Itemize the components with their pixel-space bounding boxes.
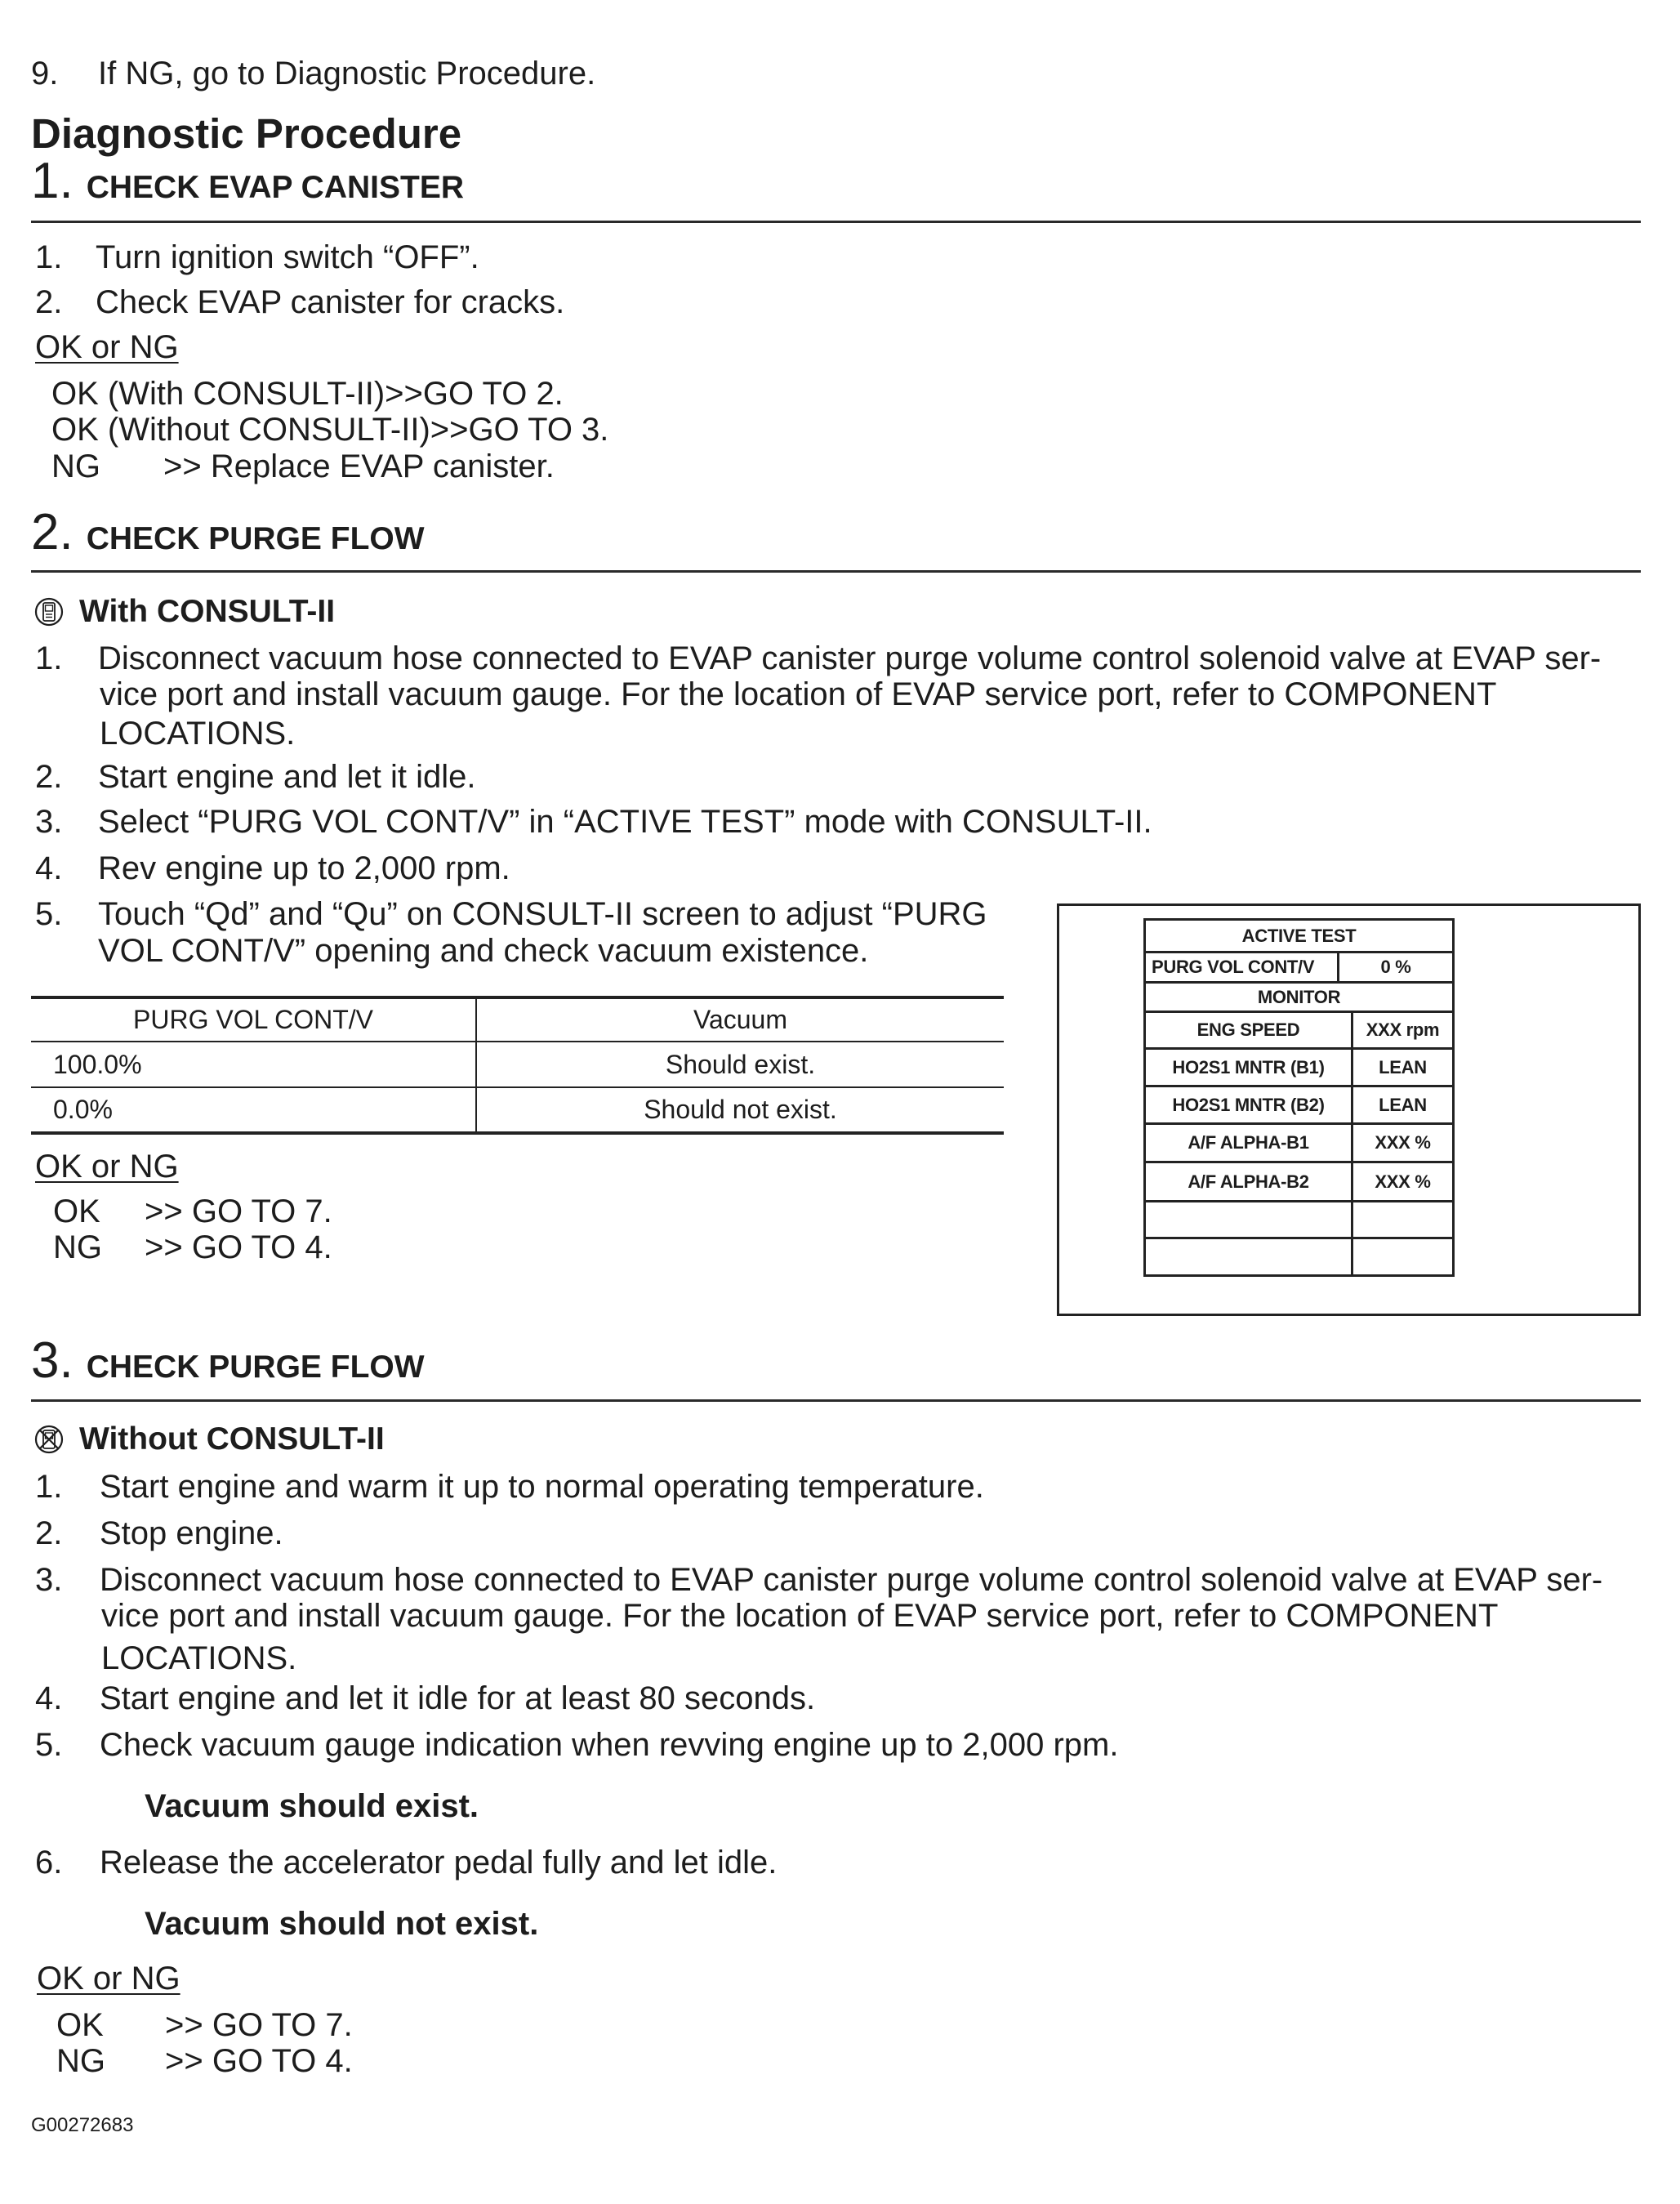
result-action: >> GO TO 7. (145, 1193, 332, 1229)
step-text: Rev engine up to 2,000 rpm. (98, 850, 510, 886)
result-line: OK (With CONSULT-II)>>GO TO 2. (51, 376, 564, 412)
step-text: Disconnect vacuum hose connected to EVAP canister purge volume control solenoid valve at EVAP ser- (100, 1562, 1603, 1598)
monitor-title: MONITOR (1145, 983, 1454, 1012)
step-number: 1. (35, 239, 63, 275)
step-text: Start engine and warm it up to normal operating temperature. (100, 1469, 984, 1505)
result-action: >> GO TO 4. (165, 2043, 353, 2079)
result-code: NG (53, 1229, 102, 1265)
intro-step-number: 9. (31, 56, 59, 91)
step-number: 2. (35, 284, 63, 320)
screen-row (1145, 1124, 1454, 1162)
consult-ii-icon (33, 596, 65, 627)
step-text: Disconnect vacuum hose connected to EVAP canister purge volume control solenoid valve at EVAP ser- (98, 640, 1602, 676)
section-number: 3. (31, 1332, 74, 1389)
active-test-title: ACTIVE TEST (1145, 920, 1454, 953)
mode-label: Without CONSULT-II (79, 1421, 385, 1457)
screen-row (1145, 953, 1454, 983)
step-number: 2. (35, 759, 63, 795)
step-text: vice port and install vacuum gauge. For the location of EVAP service port, refer to COMPONENT (100, 676, 1497, 712)
step-text: Start engine and let it idle for at least 80 seconds. (100, 1680, 816, 1716)
step-number: 1. (35, 1469, 63, 1505)
screen-row (1145, 1012, 1454, 1049)
page-title: Diagnostic Procedure (31, 110, 462, 157)
screen-row (1145, 920, 1454, 953)
section-title: CHECK EVAP CANISTER (86, 170, 465, 205)
screen-value: LEAN (1352, 1049, 1454, 1086)
result-code: NG (51, 448, 100, 484)
section-divider (31, 1399, 1641, 1402)
step-text: vice port and install vacuum gauge. For the location of EVAP service port, refer to COMPONENT (101, 1598, 1499, 1634)
step-number: 3. (35, 804, 63, 840)
result-action: >> GO TO 4. (145, 1229, 332, 1265)
table-row (31, 1042, 1004, 1087)
result-line: OK (Without CONSULT-II)>>GO TO 3. (51, 412, 609, 448)
step-text: Select “PURG VOL CONT/V” in “ACTIVE TEST” mode with CONSULT-II. (98, 804, 1152, 840)
with-consult-ii-label (33, 593, 335, 631)
intro-step-text: If NG, go to Diagnostic Procedure. (98, 56, 596, 91)
screen-row (1145, 1162, 1454, 1202)
screen-value: XXX % (1352, 1124, 1454, 1162)
screen-label: A/F ALPHA-B1 (1145, 1124, 1352, 1162)
column-header: PURG VOL CONT/V (133, 1005, 373, 1034)
screen-row (1145, 1086, 1454, 1124)
screen-row (1145, 1049, 1454, 1086)
section-divider (31, 221, 1641, 223)
screen-label: ENG SPEED (1145, 1012, 1352, 1049)
figure-id: G00272683 (31, 2114, 134, 2136)
step-text: Release the accelerator pedal fully and let idle. (100, 1845, 778, 1881)
screen-cell-empty (1145, 1202, 1352, 1238)
step-number: 4. (35, 850, 63, 886)
ok-or-ng-label: OK or NG (35, 329, 179, 365)
step-text: Stop engine. (100, 1515, 283, 1551)
section-number: 1. (31, 153, 74, 209)
result-action: >> Replace EVAP canister. (163, 448, 555, 484)
screen-value: XXX rpm (1352, 1012, 1454, 1049)
without-consult-ii-label (33, 1421, 385, 1458)
section-divider (31, 570, 1641, 573)
step-text: Check EVAP canister for cracks. (96, 284, 565, 320)
step-text: Touch “Qd” and “Qu” on CONSULT-II screen to adjust “PURG (98, 896, 987, 932)
screen-value: 0 % (1339, 953, 1454, 983)
screen-cell-empty (1145, 1238, 1352, 1276)
step-note: Vacuum should exist. (145, 1788, 479, 1824)
step-text: VOL CONT/V” opening and check vacuum existence. (98, 933, 869, 969)
screen-label: PURG VOL CONT/V (1145, 953, 1339, 983)
column-header: Vacuum (476, 997, 1004, 1042)
step-number: 5. (35, 1727, 63, 1763)
step-number: 3. (35, 1562, 63, 1598)
table-cell: Should exist. (476, 1042, 1004, 1087)
result-code: NG (56, 2043, 105, 2079)
step-text: Turn ignition switch “OFF”. (96, 239, 479, 275)
mode-label: With CONSULT-II (79, 594, 336, 629)
table-cell: 100.0% (53, 1049, 142, 1079)
section-3-heading (31, 1332, 425, 1390)
vacuum-table (31, 996, 1004, 1135)
screen-row-empty (1145, 1238, 1454, 1276)
screen-label: A/F ALPHA-B2 (1145, 1162, 1352, 1202)
screen-value: LEAN (1352, 1086, 1454, 1124)
table-cell: Should not exist. (476, 1087, 1004, 1133)
step-text: Start engine and let it idle. (98, 759, 476, 795)
screen-label: HO2S1 MNTR (B1) (1145, 1049, 1352, 1086)
section-2-heading (31, 503, 425, 562)
screen-value: XXX % (1352, 1162, 1454, 1202)
result-code: OK (53, 1193, 100, 1229)
step-number: 1. (35, 640, 63, 676)
step-text: LOCATIONS. (100, 716, 296, 752)
screen-cell-empty (1352, 1202, 1454, 1238)
ok-or-ng-label: OK or NG (35, 1149, 179, 1185)
section-number: 2. (31, 504, 74, 560)
table-cell: 0.0% (53, 1095, 113, 1124)
section-title: CHECK PURGE FLOW (86, 521, 425, 556)
result-code: OK (56, 2007, 104, 2043)
step-number: 2. (35, 1515, 63, 1551)
consult-screen-table (1143, 918, 1455, 1277)
step-number: 5. (35, 896, 63, 932)
section-title: CHECK PURGE FLOW (86, 1350, 425, 1385)
table-header-row (31, 997, 1004, 1042)
step-text: LOCATIONS. (101, 1640, 297, 1676)
section-1-heading (31, 152, 464, 211)
result-action: >> GO TO 7. (165, 2007, 353, 2043)
without-consult-ii-icon (33, 1424, 65, 1455)
step-note: Vacuum should not exist. (145, 1906, 539, 1942)
step-text: Check vacuum gauge indication when revving engine up to 2,000 rpm. (100, 1727, 1119, 1763)
table-row (31, 1087, 1004, 1133)
step-number: 4. (35, 1680, 63, 1716)
screen-cell-empty (1352, 1238, 1454, 1276)
ok-or-ng-label: OK or NG (37, 1961, 180, 1997)
screen-row-empty (1145, 1202, 1454, 1238)
step-number: 6. (35, 1845, 63, 1881)
screen-label: HO2S1 MNTR (B2) (1145, 1086, 1352, 1124)
screen-row (1145, 983, 1454, 1012)
